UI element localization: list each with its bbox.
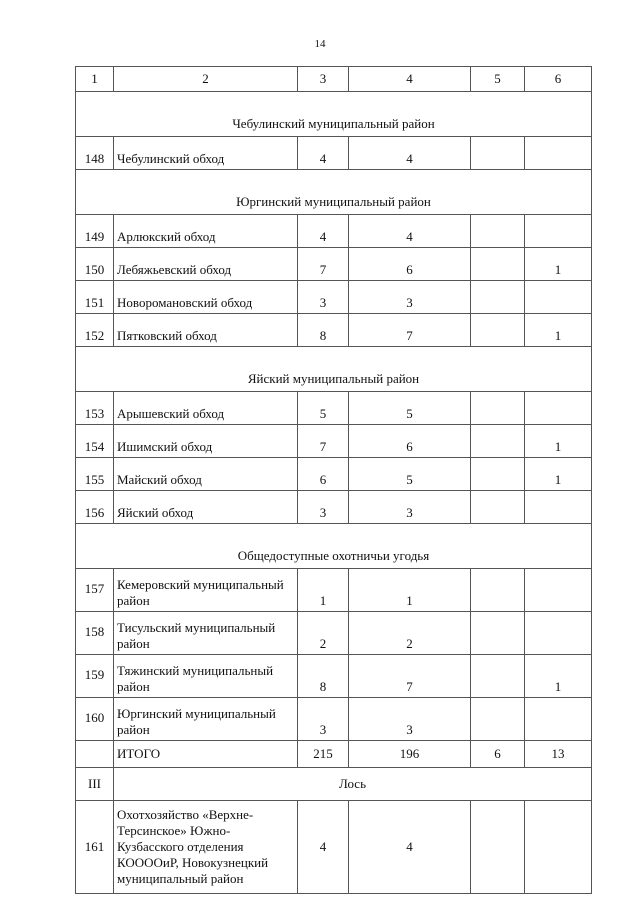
section-row	[76, 170, 592, 215]
value-col6	[525, 698, 592, 741]
table-row	[76, 458, 592, 491]
header-row	[76, 67, 592, 92]
header-cell: 2	[114, 67, 298, 92]
table-row	[76, 215, 592, 248]
value-col4: 7	[349, 314, 471, 347]
value-col4: 5	[349, 458, 471, 491]
row-number: 161	[76, 801, 114, 894]
section-row	[76, 92, 592, 137]
table-row	[76, 801, 592, 894]
table-row	[76, 491, 592, 524]
section-title: Чебулинский муниципальный район	[76, 92, 592, 137]
table-row	[76, 655, 592, 698]
value-col6	[525, 491, 592, 524]
value-col3: 1	[298, 569, 349, 612]
table-row	[76, 392, 592, 425]
table-row	[76, 314, 592, 347]
value-col3: 2	[298, 612, 349, 655]
value-col6	[525, 612, 592, 655]
value-col3: 5	[298, 392, 349, 425]
area-name: Яйский обход	[114, 491, 298, 524]
value-col3: 6	[298, 458, 349, 491]
row-number: 154	[76, 425, 114, 458]
section-row	[76, 347, 592, 392]
section-title: Лось	[114, 768, 592, 801]
value-col6: 1	[525, 248, 592, 281]
value-col3: 3	[298, 698, 349, 741]
value-col3: 3	[298, 281, 349, 314]
total-col6: 13	[525, 741, 592, 768]
table-row	[76, 569, 592, 612]
value-col5	[471, 698, 525, 741]
area-name: Юргинский муниципальный район	[114, 698, 298, 741]
section-title: Общедоступные охотничьи угодья	[76, 524, 592, 569]
hunting-quota-table	[75, 66, 592, 894]
total-col4: 196	[349, 741, 471, 768]
row-number: 153	[76, 392, 114, 425]
area-name: Пятковский обход	[114, 314, 298, 347]
area-name: Арлюкский обход	[114, 215, 298, 248]
value-col6: 1	[525, 458, 592, 491]
section-row	[76, 524, 592, 569]
value-col4: 5	[349, 392, 471, 425]
value-col5	[471, 458, 525, 491]
area-name: Чебулинский обход	[114, 137, 298, 170]
value-col6	[525, 137, 592, 170]
area-name: Тисульский муниципальный район	[114, 612, 298, 655]
total-number-empty	[76, 741, 114, 768]
area-name: Новоромановский обход	[114, 281, 298, 314]
value-col5	[471, 569, 525, 612]
row-number: 149	[76, 215, 114, 248]
total-col5: 6	[471, 741, 525, 768]
value-col6: 1	[525, 314, 592, 347]
section-title: Яйский муниципальный район	[76, 347, 592, 392]
row-number: 152	[76, 314, 114, 347]
section-title: Юргинский муниципальный район	[76, 170, 592, 215]
header-cell: 6	[525, 67, 592, 92]
table-row	[76, 281, 592, 314]
total-row	[76, 741, 592, 768]
area-name: Арышевский обход	[114, 392, 298, 425]
value-col3: 4	[298, 801, 349, 894]
row-number: 151	[76, 281, 114, 314]
value-col5	[471, 655, 525, 698]
value-col6	[525, 801, 592, 894]
value-col6	[525, 392, 592, 425]
value-col6: 1	[525, 425, 592, 458]
row-number: 158	[76, 612, 114, 655]
value-col5	[471, 215, 525, 248]
value-col3: 8	[298, 655, 349, 698]
value-col4: 1	[349, 569, 471, 612]
value-col4: 4	[349, 215, 471, 248]
header-cell: 5	[471, 67, 525, 92]
table-row	[76, 698, 592, 741]
area-name: Тяжинский муниципальный район	[114, 655, 298, 698]
row-number: 156	[76, 491, 114, 524]
value-col4: 4	[349, 801, 471, 894]
area-name: Майский обход	[114, 458, 298, 491]
table-row	[76, 137, 592, 170]
value-col6: 1	[525, 655, 592, 698]
value-col4: 7	[349, 655, 471, 698]
row-number: 159	[76, 655, 114, 698]
value-col6	[525, 569, 592, 612]
value-col5	[471, 491, 525, 524]
value-col5	[471, 281, 525, 314]
header-cell: 4	[349, 67, 471, 92]
value-col5	[471, 392, 525, 425]
value-col5	[471, 425, 525, 458]
value-col5	[471, 314, 525, 347]
row-number: 150	[76, 248, 114, 281]
page-number: 14	[314, 38, 326, 50]
value-col4: 4	[349, 137, 471, 170]
value-col4: 6	[349, 248, 471, 281]
total-label: ИТОГО	[114, 741, 298, 768]
area-name: Лебяжьевский обход	[114, 248, 298, 281]
area-name: Ишимский обход	[114, 425, 298, 458]
row-number: 155	[76, 458, 114, 491]
value-col4: 3	[349, 491, 471, 524]
value-col3: 8	[298, 314, 349, 347]
value-col4: 6	[349, 425, 471, 458]
value-col4: 2	[349, 612, 471, 655]
row-number: 157	[76, 569, 114, 612]
row-number: 148	[76, 137, 114, 170]
table-row	[76, 612, 592, 655]
section-row	[76, 768, 592, 801]
value-col5	[471, 801, 525, 894]
value-col3: 3	[298, 491, 349, 524]
value-col3: 7	[298, 425, 349, 458]
area-name: Охотхозяйство «Верхне-Терсинское» Южно-Кузбасского отделения КООООиР, Новокузнецкий муниципальный район	[114, 801, 298, 894]
value-col3: 7	[298, 248, 349, 281]
total-col3: 215	[298, 741, 349, 768]
value-col5	[471, 248, 525, 281]
table-row	[76, 425, 592, 458]
value-col3: 4	[298, 215, 349, 248]
value-col5	[471, 137, 525, 170]
value-col6	[525, 281, 592, 314]
row-number: 160	[76, 698, 114, 741]
value-col5	[471, 612, 525, 655]
header-cell: 1	[76, 67, 114, 92]
area-name: Кемеровский муниципальный район	[114, 569, 298, 612]
header-cell: 3	[298, 67, 349, 92]
section-number: III	[76, 768, 114, 801]
value-col4: 3	[349, 281, 471, 314]
value-col6	[525, 215, 592, 248]
value-col3: 4	[298, 137, 349, 170]
value-col4: 3	[349, 698, 471, 741]
table-row	[76, 248, 592, 281]
